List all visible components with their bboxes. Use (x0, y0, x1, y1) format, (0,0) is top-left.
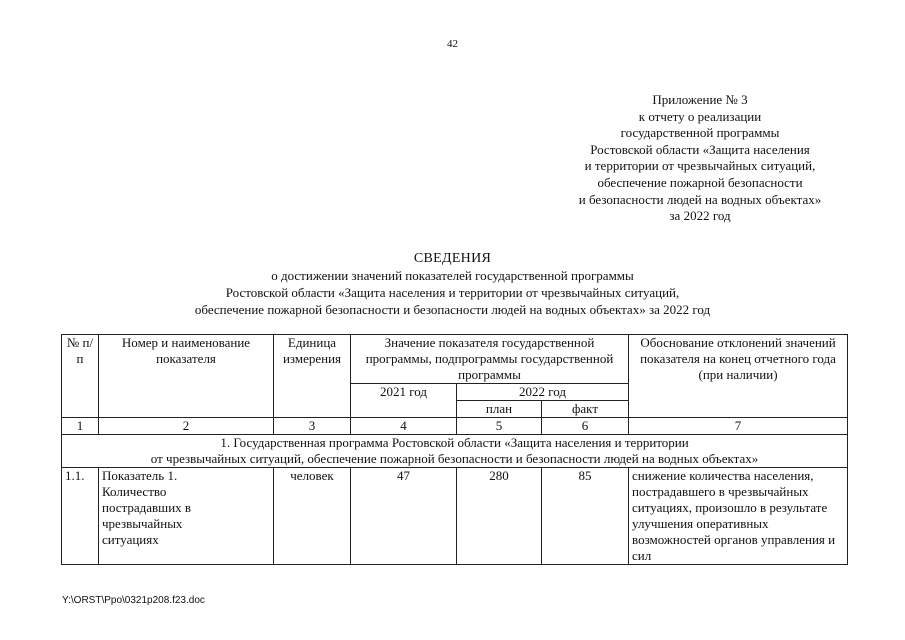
page-number: 42 (447, 38, 458, 50)
heading-line: Ростовской области «Защита населения и территории от чрезвычайных ситуаций, (225, 285, 680, 300)
header-row (62, 335, 848, 384)
row-reason: снижение количества населения, пострадавшего в чрезвычайных ситуациях, произошло в результате улучшения оперативных возможностей органов управления и сил (629, 468, 848, 565)
column-number: 4 (351, 418, 457, 435)
document-heading (0, 250, 905, 318)
header-2021: 2021 год (351, 384, 457, 418)
row-unit: человек (274, 468, 351, 565)
header-fact: факт (542, 401, 629, 418)
column-number: 3 (274, 418, 351, 435)
header-num: № п/п (62, 335, 99, 418)
appendix-line: к отчету о реализации (638, 108, 762, 124)
section-row (62, 435, 848, 468)
indicators-table (61, 334, 848, 565)
appendix-line: Ростовской области «Защита населения (590, 141, 810, 157)
header-name: Номер и наименование показателя (99, 335, 274, 418)
header-unit: Единица измерения (274, 335, 351, 418)
column-number: 1 (62, 418, 99, 435)
row-plan-2022: 280 (457, 468, 542, 565)
column-number: 7 (629, 418, 848, 435)
heading-line: обеспечение пожарной безопасности и безопасности людей на водных объектах» за 2022 год (194, 302, 711, 317)
heading-title: СВЕДЕНИЯ (413, 251, 492, 266)
header-2022: 2022 год (457, 384, 629, 401)
appendix-line: и безопасности людей на водных объектах» (578, 191, 822, 207)
heading-line: о достижении значений показателей государственной программы (271, 268, 634, 283)
table-row (62, 468, 848, 565)
row-fact-2022: 85 (542, 468, 629, 565)
header-plan: план (457, 401, 542, 418)
file-path-footer: Y:\ORST\Ppo\0321p208.f23.doc (62, 595, 205, 606)
section-title (62, 435, 848, 468)
appendix-block (540, 92, 860, 225)
row-num: 1.1. (62, 468, 99, 565)
appendix-line: государственной программы (620, 125, 780, 141)
header-value: Значение показателя государственной программы, подпрограммы государственной программы (351, 335, 629, 384)
header-reason: Обоснование отклонений значений показателя на конец отчетного года (при наличии) (629, 335, 848, 418)
column-number: 6 (542, 418, 629, 435)
appendix-line: за 2022 год (669, 208, 731, 224)
section-title-line: 1. Государственная программа Ростовской области «Защита населения и территории (220, 435, 689, 450)
column-numbers-row (62, 418, 848, 435)
appendix-line: обеспечение пожарной безопасности (597, 174, 803, 190)
appendix-line: Приложение № 3 (652, 92, 748, 107)
appendix-line: и территории от чрезвычайных ситуаций, (584, 158, 816, 174)
section-title-line: от чрезвычайных ситуаций, обеспечение пожарной безопасности и безопасности людей на водных объектах» (150, 451, 759, 466)
row-value-2021: 47 (351, 468, 457, 565)
row-name: Показатель 1. Количество пострадавших в чрезвычайных ситуациях (99, 468, 274, 565)
column-number: 5 (457, 418, 542, 435)
column-number: 2 (99, 418, 274, 435)
